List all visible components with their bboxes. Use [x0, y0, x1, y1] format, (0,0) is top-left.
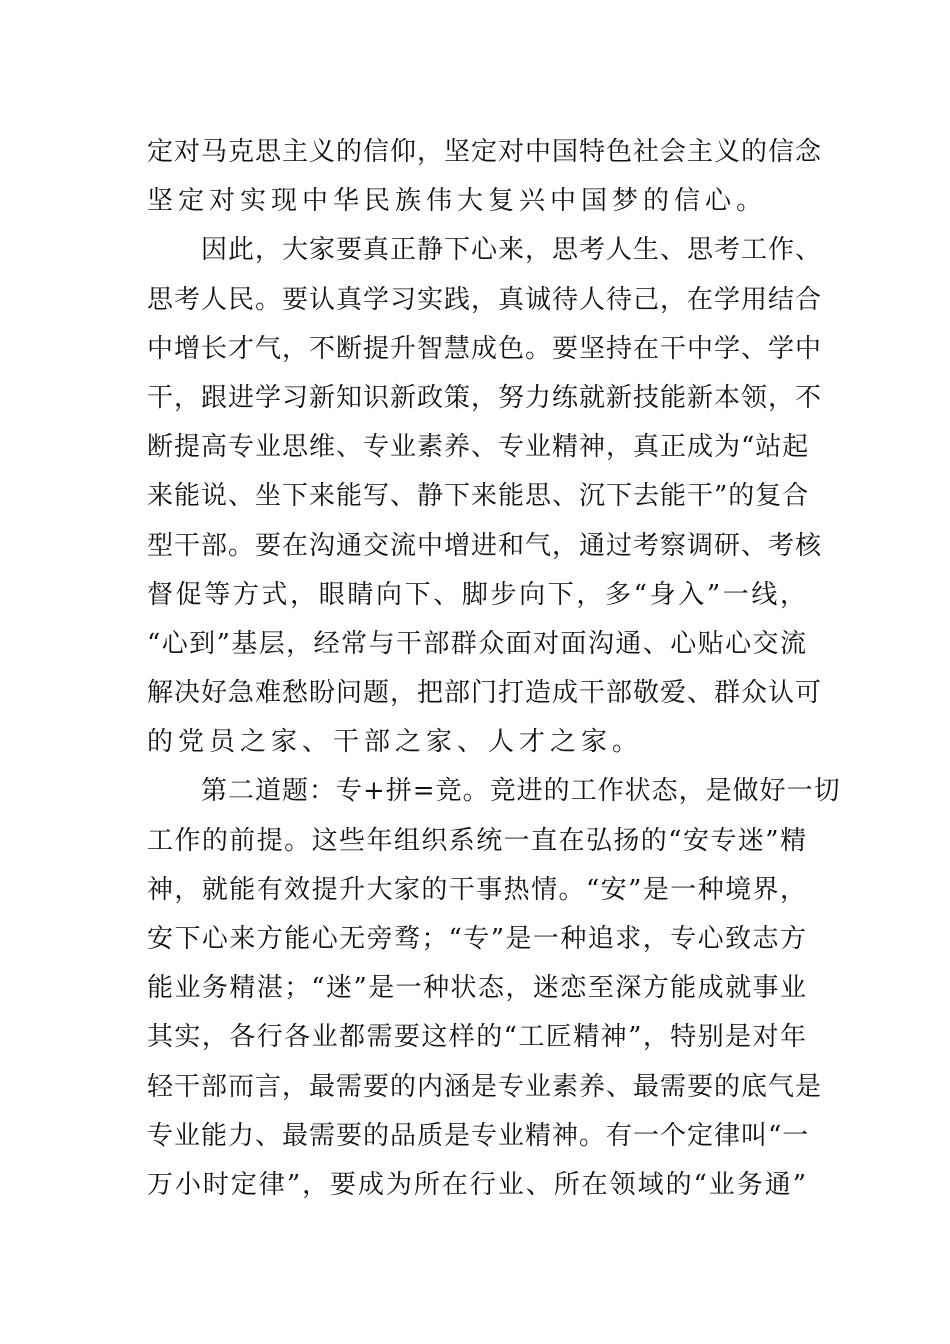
text-line: 工作的前提。这些年组织系统一直在弘扬的“安专迷”精 [147, 825, 807, 856]
text-line: 轻干部而言，最需要的内涵是专业素养、最需要的底气是 [147, 1071, 823, 1102]
text-line: 因此，大家要真正静下心来，思考人生、思考工作、 [201, 235, 823, 266]
paragraph-2 [147, 226, 823, 767]
text-line: 坚定对实现中华民族伟大复兴中国梦的信心。 [147, 186, 768, 217]
text-line: 型干部。要在沟通交流中增进和气，通过考察调研、考核 [147, 530, 823, 561]
text-line: 思考人民。要认真学习实践，真诚待人待己，在学用结合 [147, 284, 823, 315]
document-body [147, 128, 841, 1210]
text-line: 能业务精湛；“迷”是一种状态，迷恋至深方能成就事业 [147, 973, 807, 1004]
text-line: 的党员之家、干部之家、人才之家。 [147, 727, 644, 758]
text-line: 神，就能有效提升大家的干事热情。“安”是一种境界， [147, 874, 807, 905]
paragraph-3 [147, 767, 841, 1210]
text-line: 断提高专业思维、专业素养、专业精神，真正成为“站起 [147, 432, 810, 463]
text-line: 万小时定律”，要成为所在行业、所在领域的“业务通” [147, 1169, 807, 1200]
text-line: 其实，各行各业都需要这样的“工匠精神”，特别是对年 [147, 1022, 807, 1053]
text-line: 督促等方式，眼睛向下、脚步向下，多“身入”一线， [147, 579, 807, 610]
text-line: 定对马克思主义的信仰，坚定对中国特色社会主义的信念 [147, 137, 823, 167]
text-line: 来能说、坐下来能写、静下来能思、沉下去能干”的复合 [147, 481, 810, 512]
text-line: 干，跟进学习新知识新政策，努力练就新技能新本领，不 [147, 382, 823, 413]
text-line: 解决好急难愁盼问题，把部门打造成干部敬爱、群众认可 [147, 678, 823, 709]
text-line: 安下心来方能心无旁骛；“专”是一种追求，专心致志方 [147, 924, 807, 954]
text-line: 第二道题：专+拼=竞。竞进的工作状态，是做好一切 [201, 776, 841, 807]
text-line: 专业能力、最需要的品质是专业精神。有一个定律叫“一 [147, 1120, 810, 1151]
text-line: “心到”基层，经常与干部群众面对面沟通、心贴心交流 [147, 628, 807, 659]
paragraph-1 [147, 128, 823, 226]
text-line: 中增长才气，不断提升智慧成色。要坚持在干中学、学中 [147, 333, 823, 364]
